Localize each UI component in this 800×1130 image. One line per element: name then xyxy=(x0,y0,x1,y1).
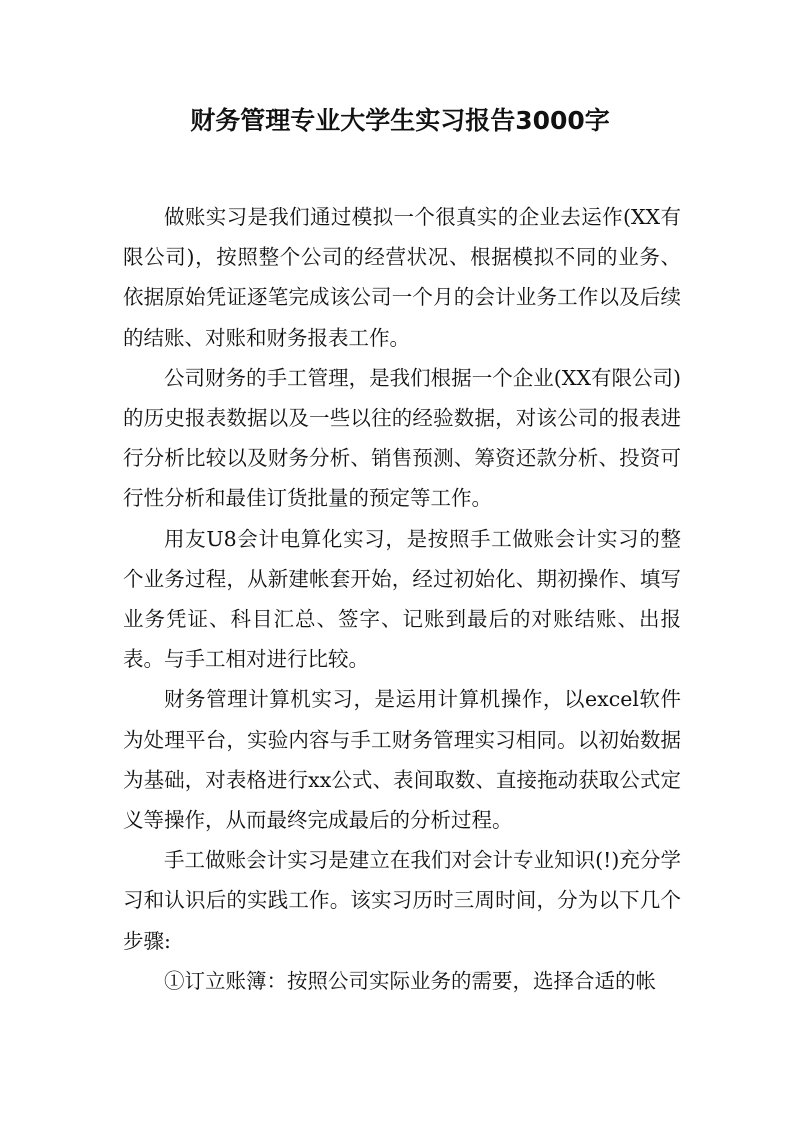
paragraph: 用友U8会计电算化实习，是按照手工做账会计实习的整个业务过程，从新建帐套开始，经过初始化、期初操作、填写业务凭证、科目汇总、签字、记账到最后的对账结账、出报表。与手工相对进行比较。 xyxy=(123,526,681,672)
document-body xyxy=(123,197,681,1001)
paragraph: 公司财务的手工管理，是我们根据一个企业(XX有限公司)的历史报表数据以及一些以往的经验数据，对该公司的报表进行分析比较以及财务分析、销售预测、筹资还款分析、投资可行性分析和最佳订货批量的预定等工作。 xyxy=(123,365,681,511)
document-title: 财务管理专业大学生实习报告3000字 xyxy=(190,106,610,135)
paragraph: 做账实习是我们通过模拟一个很真实的企业去运作(XX有限公司)，按照整个公司的经营状况、根据模拟不同的业务、依据原始凭证逐笔完成该公司一个月的会计业务工作以及后续的结账、对账和财务报表工作。 xyxy=(123,205,681,350)
paragraph: 手工做账会计实习是建立在我们对会计专业知识(!)充分学习和认识后的实践工作。该实习历时三周时间，分为以下几个步骤: xyxy=(123,848,681,953)
paragraph: ①订立账簿：按照公司实际业务的需要，选择合适的帐 xyxy=(164,968,656,993)
paragraph: 财务管理计算机实习，是运用计算机操作，以excel软件为处理平台，实验内容与手工财务管理实习相同。以初始数据为基础，对表格进行xx公式、表间取数、直接拖动获取公式定义等操作，从而最终完成最后的分析过程。 xyxy=(123,687,681,833)
